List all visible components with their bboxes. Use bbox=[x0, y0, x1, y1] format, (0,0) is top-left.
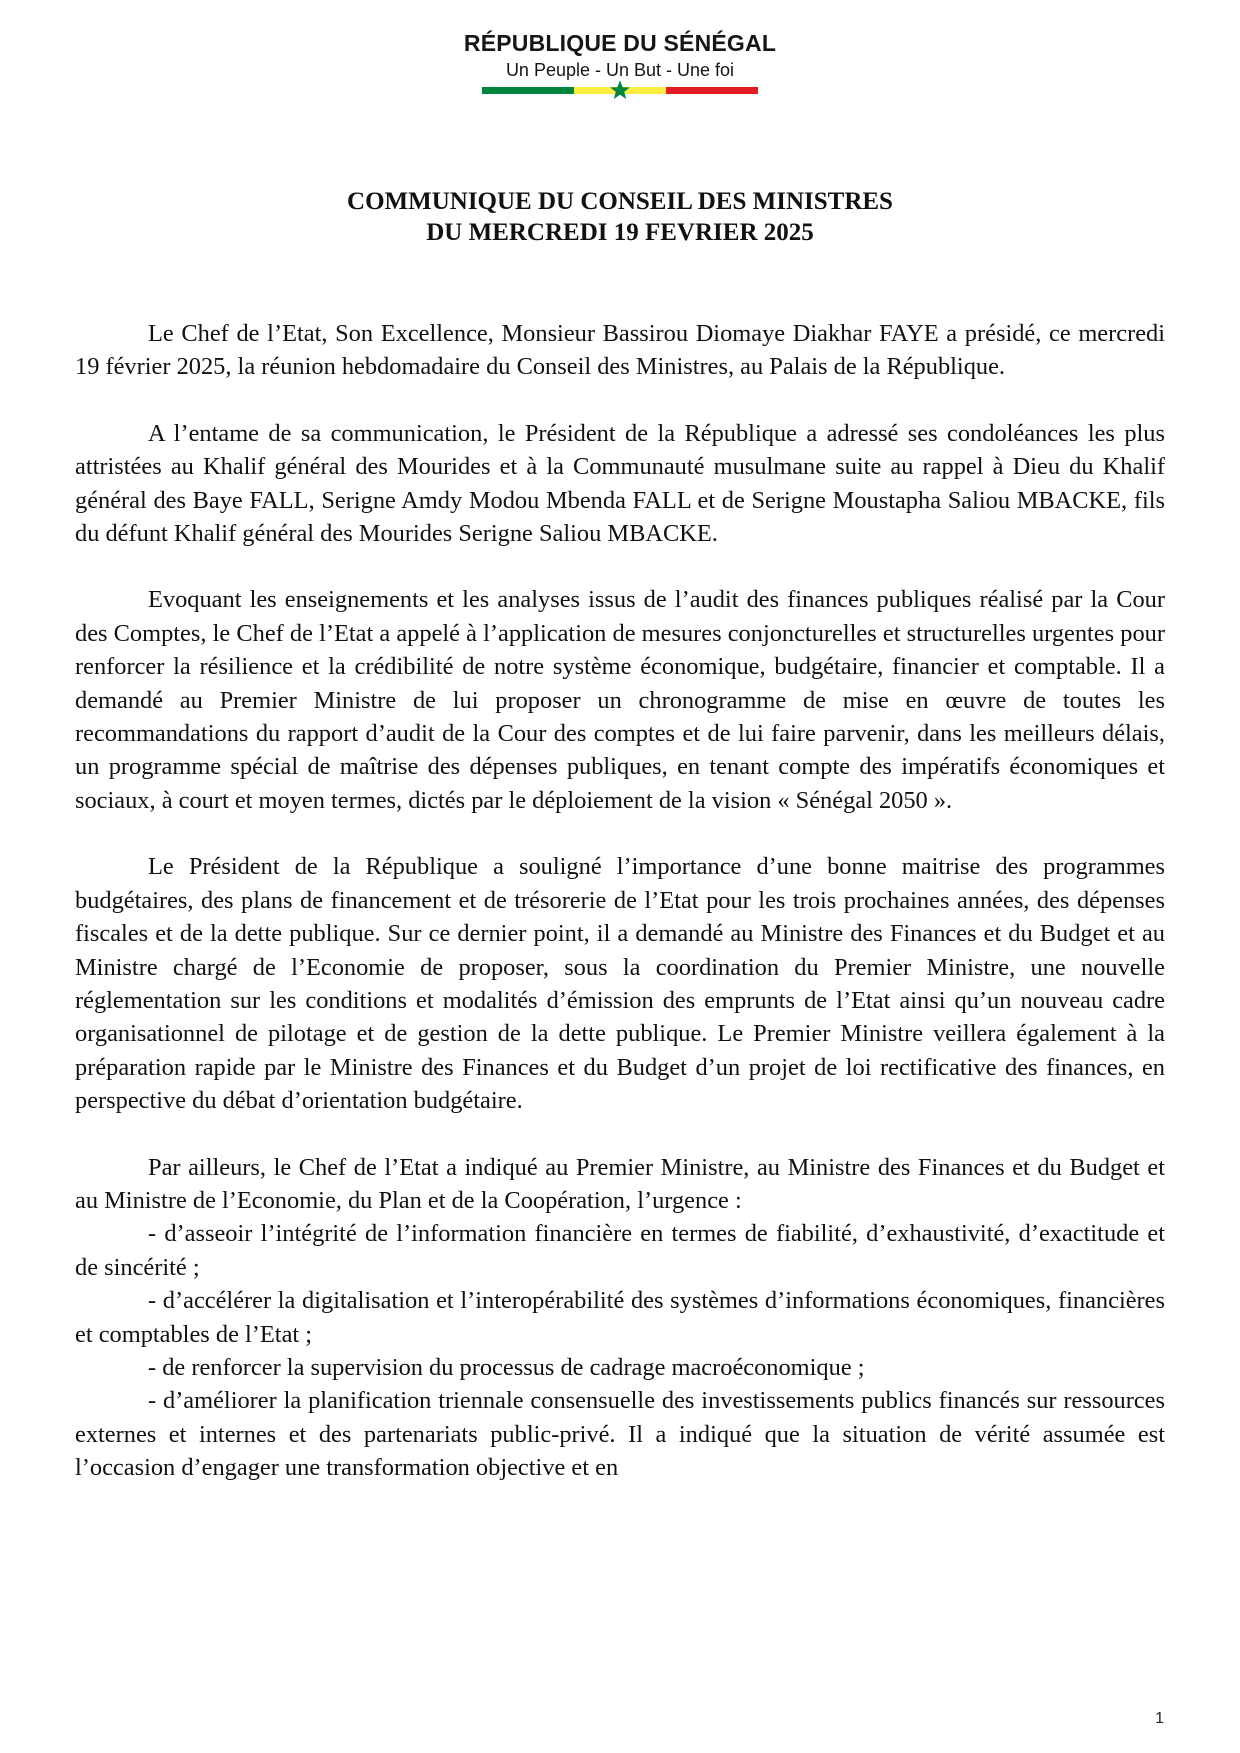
paragraph-budget: Le Président de la République a souligné l’importance d’une bonne maitrise des programmes budgétaires, des plans de financement et de trésorerie de l’Etat pour les trois prochaines années, des dépenses fiscales et de la dette publique. Sur ce dernier point, il a demandé au Ministre des Finances et du Budget et au Ministre chargé de l’Economie de proposer, sous la coordination du Premier Ministre, une nouvelle réglementation sur les conditions et modalités d’émission des emprunts de l’Etat ainsi qu’un nouveau cadre organisationnel de pilotage et de gestion de la dette publique. Le Premier Ministre veillera également à la préparation rapide par le Ministre des Finances et du Budget d’un projet de loi rectificative des finances, en perspective du débat d’orientation budgétaire. bbox=[75, 853, 1165, 1115]
country-name: RÉPUBLIQUE DU SÉNÉGAL bbox=[463, 30, 777, 56]
flag-band-green bbox=[482, 87, 574, 94]
paragraph-audit: Evoquant les enseignements et les analyses issus de l’audit des finances publiques réalisé par la Cour des Comptes, le Chef de l’Etat a appelé à l’application de mesures conjoncturelles et structurelles urgentes pour renforcer la résilience et la crédibilité de notre système économique, budgétaire, financier et comptable. Il a demandé au Premier Ministre de lui proposer un chronogramme de mise en œuvre de toutes les recommandations du rapport d’audit de la Cour des comptes et de lui faire parvenir, dans les meilleurs délais, un programme spécial de maîtrise des dépenses publiques, en tenant compte des impératifs économiques et sociaux, à court et moyen termes, dictés par le déploiement de la vision « Sénégal 2050 ». bbox=[75, 586, 1165, 814]
flag-band-red bbox=[666, 87, 758, 94]
flag-bar bbox=[482, 87, 758, 94]
paragraph-opening: Le Chef de l’Etat, Son Excellence, Monsieur Bassirou Diomaye Diakhar FAYE a présidé, ce mercredi 19 février 2025, la réunion hebdomadaire du Conseil des Ministres, au Palais de la République. bbox=[75, 320, 1165, 381]
document-title bbox=[0, 186, 1240, 248]
title-line-1: COMMUNIQUE DU CONSEIL DES MINISTRES bbox=[347, 188, 893, 215]
communique-body bbox=[75, 317, 1165, 1485]
title-line-2: DU MERCREDI 19 FEVRIER 2025 bbox=[426, 219, 814, 246]
bullet-item: - d’asseoir l’intégrité de l’information financière en termes de fiabilité, d’exhaustivité, d’exactitude et de sincérité ; bbox=[75, 1220, 1165, 1281]
page-number: 1 bbox=[1155, 1710, 1164, 1727]
bullet-item: - d’accélérer la digitalisation et l’interopérabilité des systèmes d’informations économiques, financières et comptables de l’Etat ; bbox=[75, 1287, 1165, 1348]
paragraph-condolences: A l’entame de sa communication, le Président de la République a adressé ses condoléances les plus attristées au Khalif général des Mourides et à la Communauté musulmane suite au rappel à Dieu du Khalif général des Baye FALL, Serigne Amdy Modou Mbenda FALL et de Serigne Moustapha Saliou MBACKE, fils du défunt Khalif général des Mourides Serigne Saliou MBACKE. bbox=[75, 419, 1165, 548]
bullet-item: - d’améliorer la planification triennale consensuelle des investissements publics financés sur ressources externes et internes et des partenariats public-privé. Il a indiqué que la situation de vérité assumée est l’occasion d’engager une transformation objective et en bbox=[75, 1387, 1165, 1482]
bullet-item: - de renforcer la supervision du processus de cadrage macroéconomique ; bbox=[148, 1353, 865, 1381]
flag-star-icon bbox=[609, 79, 631, 101]
national-motto: Un Peuple - Un But - Une foi bbox=[505, 60, 735, 80]
paragraph-urgency: Par ailleurs, le Chef de l’Etat a indiqué au Premier Ministre, au Ministre des Finances et du Budget et au Ministre de l’Economie, du Plan et de la Coopération, l’urgence : bbox=[75, 1153, 1165, 1214]
letterhead bbox=[0, 30, 1240, 94]
